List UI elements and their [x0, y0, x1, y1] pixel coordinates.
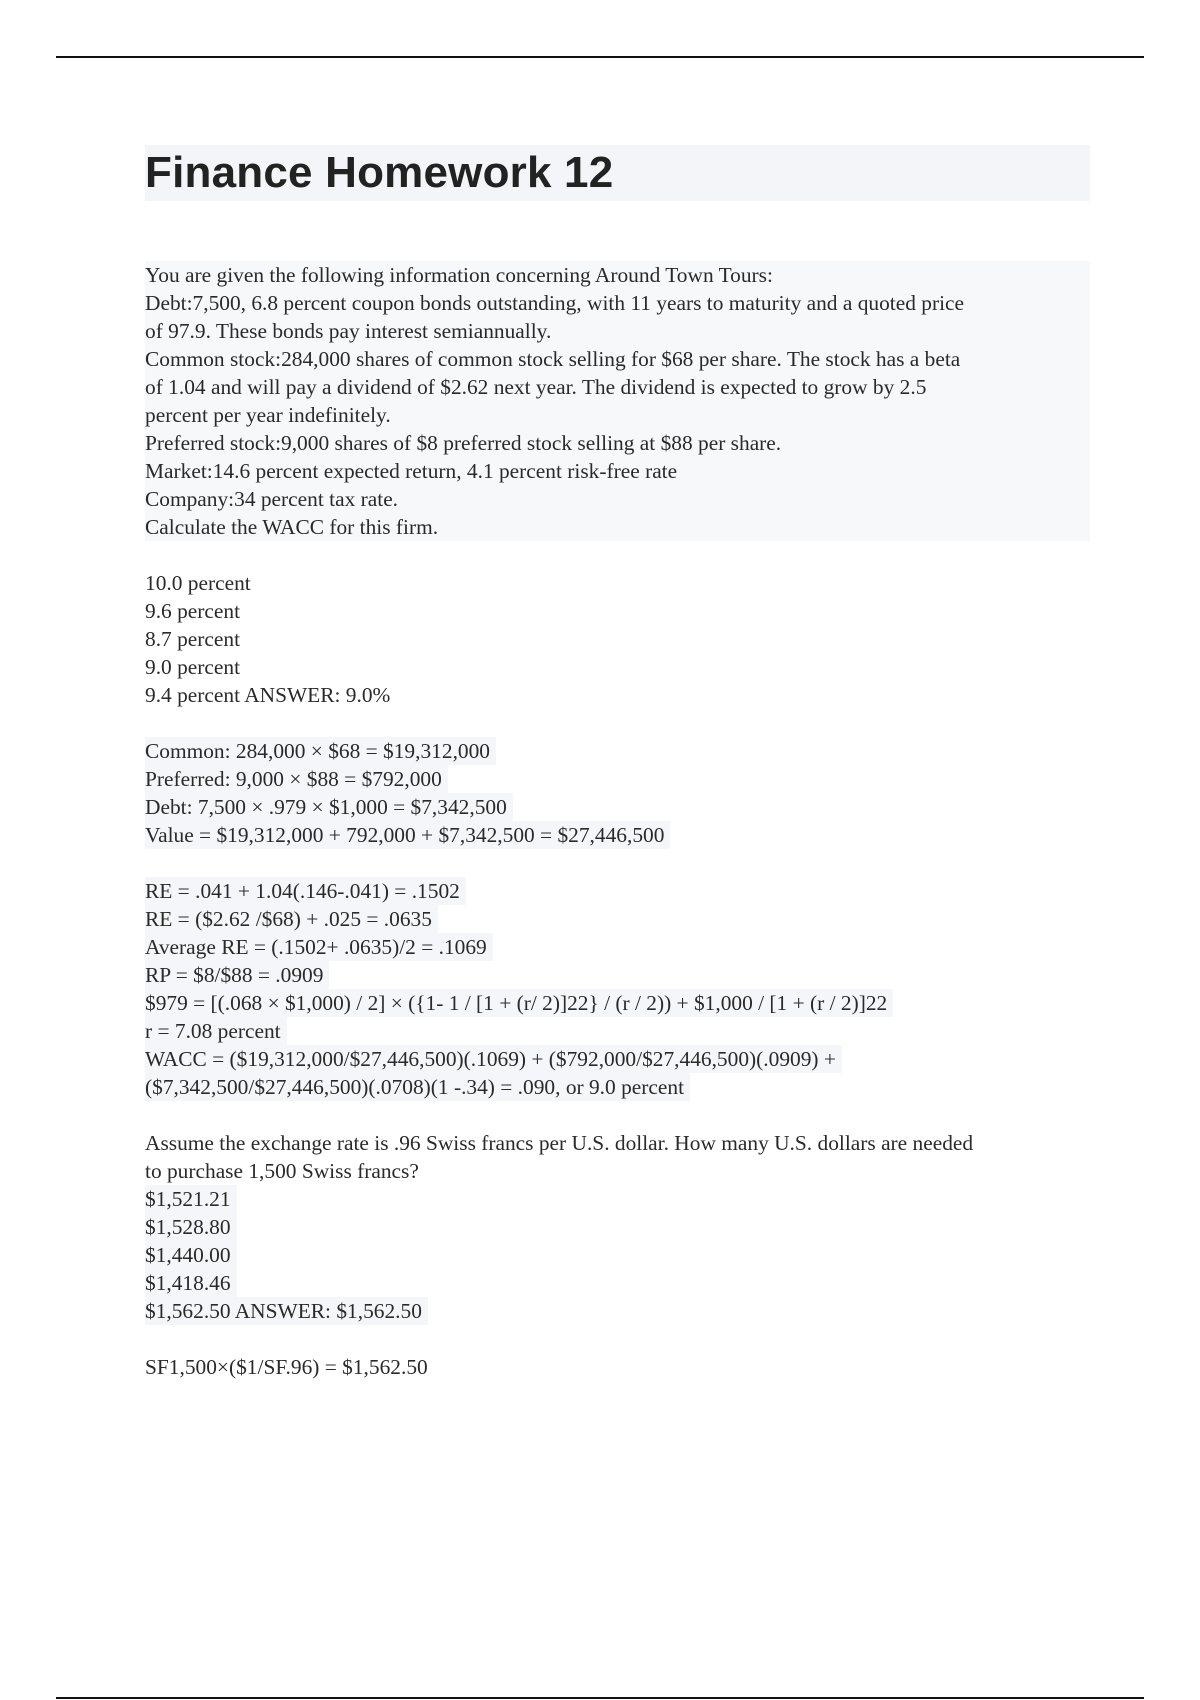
- answer-option: $1,440.00: [145, 1241, 237, 1269]
- value-line: Preferred: 9,000 × $88 = $792,000: [145, 765, 448, 793]
- question-1-line: Debt:7,500, 6.8 percent coupon bonds outstanding, with 11 years to maturity and a quoted price: [145, 291, 965, 315]
- calculation-line: r = 7.08 percent: [145, 1017, 287, 1045]
- answer-option: 8.7 percent: [145, 627, 241, 651]
- question-1-line: You are given the following information concerning Around Town Tours:: [145, 263, 773, 287]
- answer-option: 9.0 percent: [145, 655, 241, 679]
- question-1-line: Market:14.6 percent expected return, 4.1 percent risk-free rate: [145, 459, 678, 483]
- question-2-solution-block: [145, 1353, 1090, 1381]
- title-band: [145, 145, 1090, 201]
- question-1-line: of 1.04 and will pay a dividend of $2.62 next year. The dividend is expected to grow by 2.5: [145, 375, 927, 399]
- question-1-line: Calculate the WACC for this firm.: [145, 515, 439, 539]
- top-rule: [56, 56, 1144, 58]
- question-1-calculations: [145, 877, 1090, 1101]
- question-2-line: to purchase 1,500 Swiss francs?: [145, 1159, 419, 1183]
- answer-option-correct: $1,562.50 ANSWER: $1,562.50: [145, 1297, 428, 1325]
- answer-option: 10.0 percent: [145, 571, 251, 595]
- calculation-line: $979 = [(.068 × $1,000) / 2] × ({1- 1 / [1 + (r/ 2)]22} / (r / 2)) + $1,000 / [1 + (r / 2)]22: [145, 989, 893, 1017]
- question-1-line: of 97.9. These bonds pay interest semiannually.: [145, 319, 552, 343]
- question-1-line: Common stock:284,000 shares of common stock selling for $68 per share. The stock has a beta: [145, 347, 961, 371]
- answer-option: $1,521.21: [145, 1185, 237, 1213]
- value-line: Debt: 7,500 × .979 × $1,000 = $7,342,500: [145, 793, 513, 821]
- document-page: [145, 145, 1090, 1409]
- document-body: [145, 261, 1090, 1381]
- value-line: Value = $19,312,000 + 792,000 + $7,342,500 = $27,446,500: [145, 821, 670, 849]
- question-1-options: [145, 569, 1090, 709]
- calculation-line: WACC = ($19,312,000/$27,446,500)(.1069) + ($792,000/$27,446,500)(.0909) +: [145, 1045, 842, 1073]
- calculation-line: Average RE = (.1502+ .0635)/2 = .1069: [145, 933, 493, 961]
- document-title: Finance Homework 12: [145, 148, 614, 197]
- value-line: Common: 284,000 × $68 = $19,312,000: [145, 737, 496, 765]
- question-2: [145, 1129, 1090, 1325]
- answer-option: $1,418.46: [145, 1269, 237, 1297]
- question-2-line: Assume the exchange rate is .96 Swiss francs per U.S. dollar. How many U.S. dollars are needed: [145, 1131, 974, 1155]
- calculation-line: RP = $8/$88 = .0909: [145, 961, 329, 989]
- question-1-prompt: [145, 261, 1090, 541]
- calculation-line: RE = .041 + 1.04(.146-.041) = .1502: [145, 877, 466, 905]
- question-2-solution: SF1,500×($1/SF.96) = $1,562.50: [145, 1355, 428, 1379]
- question-1-values: [145, 737, 1090, 849]
- question-1-line: percent per year indefinitely.: [145, 403, 391, 427]
- answer-option: $1,528.80: [145, 1213, 237, 1241]
- bottom-rule: [56, 1697, 1144, 1699]
- calculation-line: RE = ($2.62 /$68) + .025 = .0635: [145, 905, 438, 933]
- question-1-line: Company:34 percent tax rate.: [145, 487, 399, 511]
- calculation-line: ($7,342,500/$27,446,500)(.0708)(1 -.34) = .090, or 9.0 percent: [145, 1073, 690, 1101]
- answer-option: 9.6 percent: [145, 599, 241, 623]
- answer-option-correct: 9.4 percent ANSWER: 9.0%: [145, 683, 391, 707]
- question-1-line: Preferred stock:9,000 shares of $8 preferred stock selling at $88 per share.: [145, 431, 782, 455]
